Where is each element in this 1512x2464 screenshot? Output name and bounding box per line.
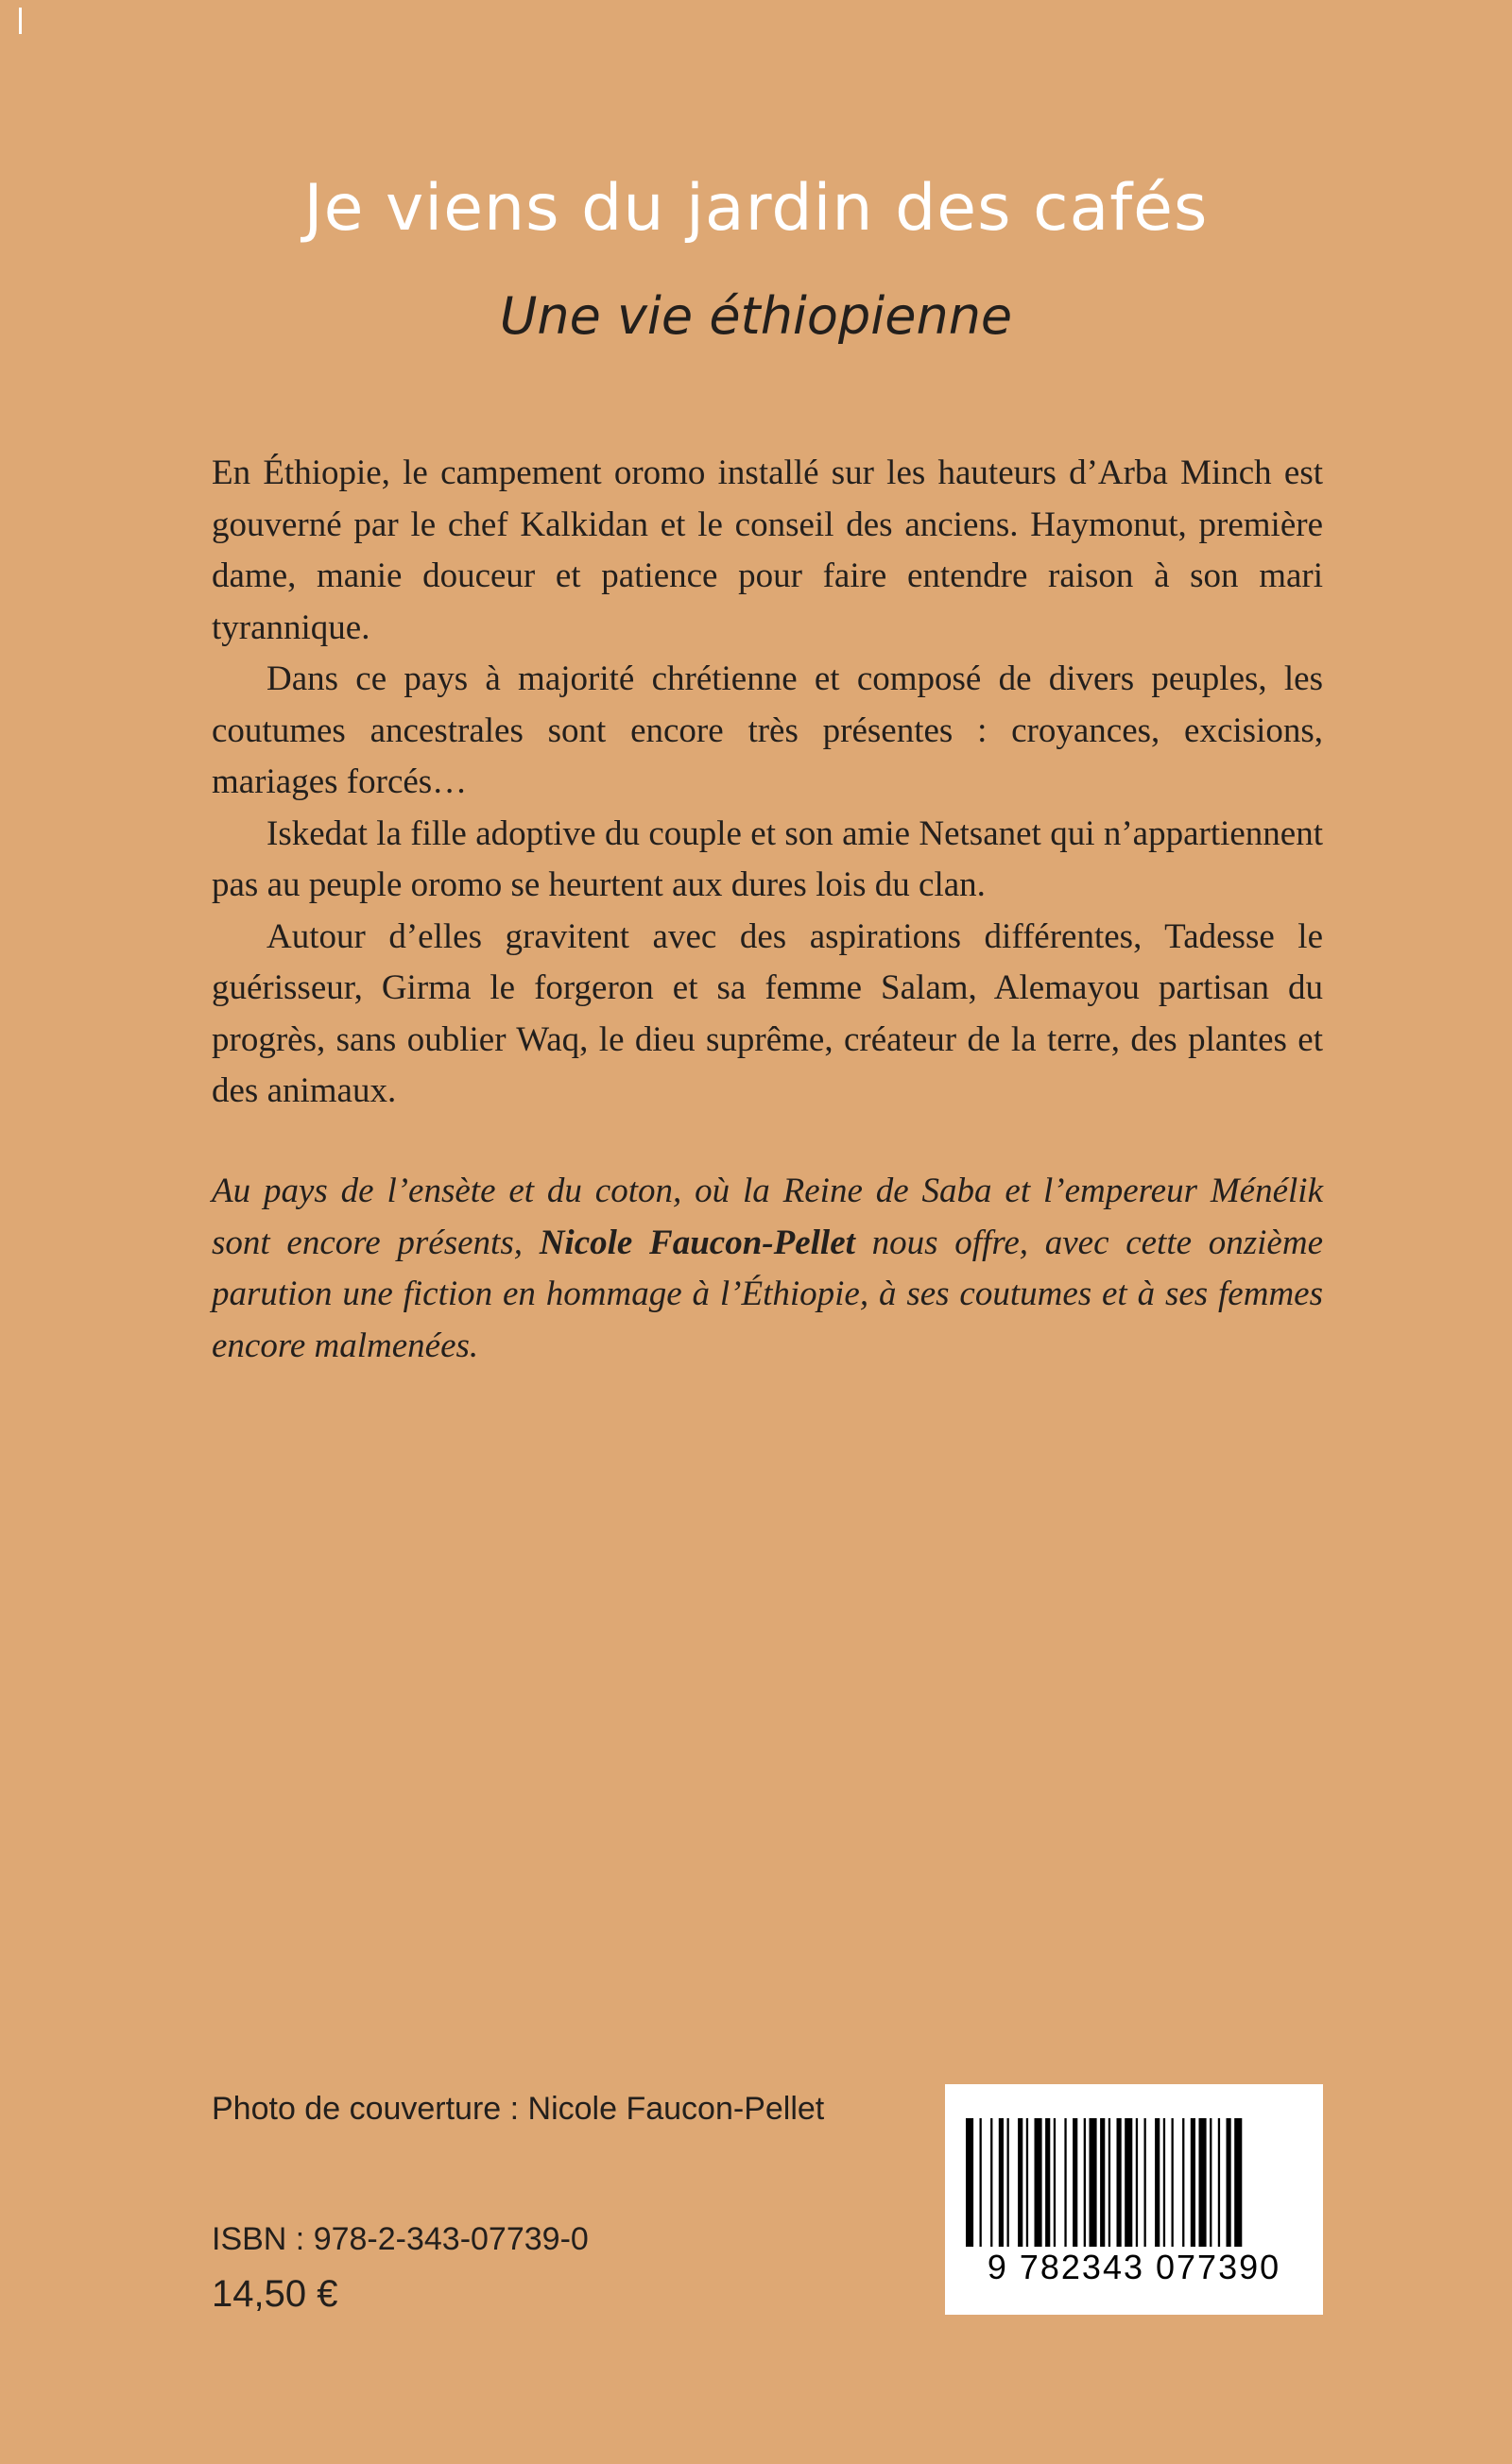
barcode-bar bbox=[1073, 2118, 1077, 2247]
book-subtitle: Une vie éthiopienne bbox=[499, 286, 1013, 346]
synopsis bbox=[212, 448, 1323, 1118]
barcode-bar bbox=[990, 2118, 992, 2247]
barcode-bar bbox=[1007, 2118, 1009, 2247]
barcode-bar bbox=[1035, 2118, 1042, 2247]
synopsis-paragraph: Autour d’elles gravitent avec des aspirations différentes, Tadesse le guérisseur, Girma le forgeron et sa femme Salam, Alemayou partisan du progrès, sans oublier Waq, le dieu suprême, créateur de la terre, des plantes et des animaux. bbox=[212, 916, 1323, 1110]
blurb-text-before: Au pays de l’ensète et du coton, où la Reine de Saba et l’empereur Ménélik sont encore présents, bbox=[212, 1172, 1323, 1262]
barcode-bar bbox=[1172, 2118, 1174, 2247]
barcode-bar bbox=[980, 2118, 982, 2247]
barcode-bar bbox=[1108, 2118, 1110, 2247]
price: 14,50 € bbox=[212, 2273, 338, 2315]
barcode-bar bbox=[1125, 2118, 1132, 2247]
barcode-bar bbox=[1090, 2118, 1097, 2247]
book-title: Je viens du jardin des cafés bbox=[303, 171, 1209, 246]
barcode-bar bbox=[1163, 2118, 1165, 2247]
barcode-bar bbox=[1018, 2118, 1022, 2247]
author-name: Nicole Faucon-Pellet bbox=[539, 1223, 855, 1262]
barcode-bar bbox=[1084, 2118, 1086, 2247]
barcode-bar bbox=[1117, 2118, 1122, 2247]
barcode bbox=[945, 2084, 1323, 2315]
synopsis-paragraph: Iskedat la fille adoptive du couple et son amie Netsanet qui n’appartiennent pas au peuple oromo se heurtent aux dures lois du clan. bbox=[212, 813, 1323, 904]
barcode-bar bbox=[1144, 2118, 1146, 2247]
synopsis-paragraph: En Éthiopie, le campement oromo installé sur les hauteurs d’Arba Minch est gouverné par le chef Kalkidan et le conseil des anciens. Haymonut, première dame, manie douceur et patience pour faire entendre raison à son mari tyrannique. bbox=[212, 453, 1323, 647]
blurb-text-after: nous offre, avec cette onzième parution une fiction en hommage à l’Éthiopie, à ses coutumes et à ses femmes encore malmenées. bbox=[212, 1223, 1324, 1365]
barcode-bar bbox=[1026, 2118, 1028, 2247]
barcode-bar bbox=[1227, 2118, 1231, 2247]
barcode-bar bbox=[1054, 2118, 1056, 2247]
barcode-bar bbox=[966, 2118, 973, 2247]
barcode-bar bbox=[999, 2118, 1004, 2247]
barcode-digits: 9 782343 077390 bbox=[987, 2248, 1281, 2286]
barcode-bar bbox=[1064, 2118, 1066, 2247]
photo-credit: Photo de couverture : Nicole Faucon-Pellet bbox=[212, 2091, 825, 2127]
barcode-bar bbox=[1218, 2118, 1220, 2247]
barcode-bar bbox=[1199, 2118, 1207, 2247]
barcode-bar bbox=[1045, 2118, 1050, 2247]
synopsis-paragraph: Dans ce pays à majorité chrétienne et composé de divers peuples, les coutumes ancestrales sont encore très présentes : croyances, excisions, mariages forcés… bbox=[212, 659, 1323, 801]
trim-mark bbox=[19, 8, 22, 34]
barcode-bar bbox=[1136, 2118, 1138, 2247]
barcode-bar bbox=[1155, 2118, 1160, 2247]
barcode-bar bbox=[1100, 2118, 1105, 2247]
barcode-bar bbox=[1182, 2118, 1184, 2247]
barcode-bar bbox=[1234, 2118, 1242, 2247]
barcode-bar bbox=[1191, 2118, 1195, 2247]
isbn: ISBN : 978-2-343-07739-0 bbox=[212, 2221, 589, 2257]
author-blurb bbox=[212, 1166, 1323, 1372]
barcode-bar bbox=[1210, 2118, 1211, 2247]
barcode-bars bbox=[966, 2118, 1302, 2247]
